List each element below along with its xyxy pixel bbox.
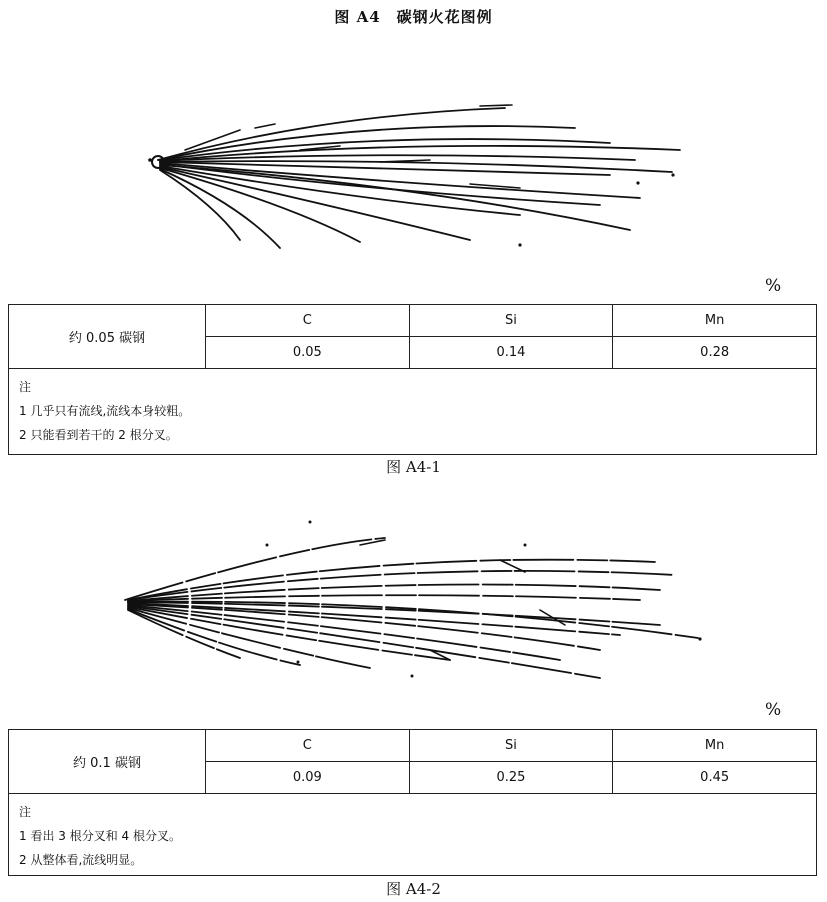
spark-streamlines-2 [125, 538, 698, 678]
value-si-2: 0.25 [409, 762, 613, 794]
unit-label-2: % [765, 700, 782, 720]
element-header-si-1: Si [409, 305, 613, 337]
notes-cell-1 [9, 369, 817, 455]
element-header-si-2: Si [409, 730, 613, 762]
unit-label-1: % [765, 276, 782, 296]
figure-caption-1: 图 A4-1 [386, 458, 441, 476]
spark-fragments-2 [360, 540, 565, 660]
notes-cell-2 [9, 794, 817, 876]
note-2-2: 2 从整体看,流线明显。 [19, 853, 143, 867]
figure-title: 图 A4 碳钢火花图例 [334, 8, 493, 26]
element-header-c-2: C [206, 730, 410, 762]
composition-table-2 [8, 729, 817, 876]
note-1-2: 2 只能看到若干的 2 根分叉。 [19, 428, 178, 442]
value-si-1: 0.14 [409, 337, 613, 369]
note-title-1: 注 [19, 380, 32, 394]
element-header-c-1: C [206, 305, 410, 337]
spark-streamlines-1 [158, 108, 680, 248]
note-1-1: 1 几乎只有流线,流线本身较粗。 [19, 404, 191, 418]
spark-illustration-1 [0, 90, 827, 260]
steel-grade-2: 约 0.1 碳钢 [9, 730, 206, 794]
composition-table-1 [8, 304, 817, 455]
element-header-mn-1: Mn [613, 305, 817, 337]
value-mn-2: 0.45 [613, 762, 817, 794]
figure-caption-2: 图 A4-2 [386, 880, 441, 898]
value-c-1: 0.05 [206, 337, 410, 369]
value-c-2: 0.09 [206, 762, 410, 794]
note-2-1: 1 看出 3 根分叉和 4 根分叉。 [19, 829, 181, 843]
steel-grade-1: 约 0.05 碳钢 [9, 305, 206, 369]
element-header-mn-2: Mn [613, 730, 817, 762]
spark-illustration-2 [0, 520, 827, 690]
value-mn-1: 0.28 [613, 337, 817, 369]
note-title-2: 注 [19, 805, 32, 819]
